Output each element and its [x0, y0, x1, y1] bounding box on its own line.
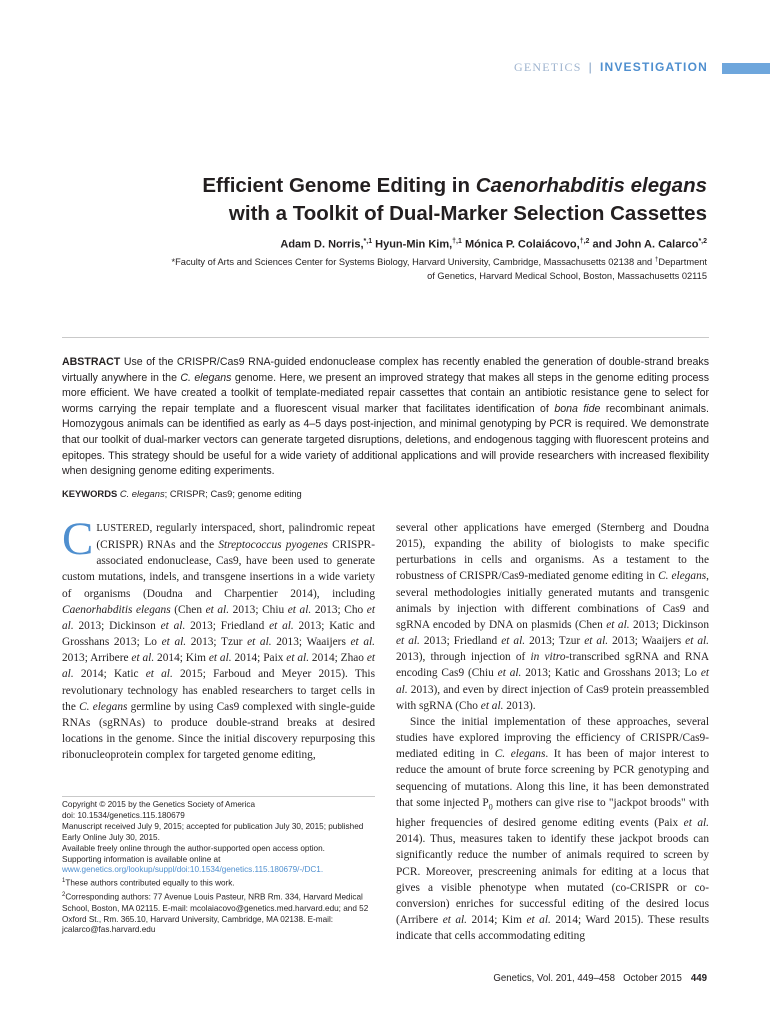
body-text: 2013; Waaijers — [271, 636, 351, 649]
open-access-note: Available freely online through the author-supported open access option. — [62, 843, 325, 853]
author-name: Hyun-Min Kim, — [375, 238, 453, 251]
et-al: et al. — [683, 817, 709, 830]
body-text: 2014; Kim — [154, 652, 209, 665]
footnote-mark: 2 — [62, 891, 66, 898]
author-name: Mónica P. Colaiácovo, — [464, 238, 580, 251]
keyword-italic: C. elegans — [117, 488, 165, 499]
abstract-label: ABSTRACT — [62, 356, 121, 368]
body-text: mothers can give rise to "jackpot broods" with higher frequencies of desired genome editing events (Paix — [396, 796, 709, 830]
body-paragraph — [62, 513, 376, 763]
body-text: 2013; Cho — [311, 603, 367, 616]
keywords-label: KEYWORDS — [62, 488, 118, 499]
author-name: and John A. Calarco — [592, 238, 699, 251]
abstract-text: genome. Here, we present an improved strategy that makes all steps in the genome editing process more efficient. We have created a toolkit of template-mediated repair cassettes that contain an antibiotic resistance gene to select for worms carrying the repair template and a fluorescent visual marker that facilitates identification of — [62, 371, 709, 415]
supporting-info-text: Supporting information is available online at — [62, 854, 221, 864]
body-column-right — [396, 520, 709, 944]
body-text: -transcribed sgRNA and RNA encoding Cas9 (Chiu — [396, 651, 710, 680]
et-al: et al. — [480, 699, 504, 712]
body-text: 2014; Zhao — [309, 652, 367, 665]
body-text: 2013; Katic and Grosshans 2013; Lo — [62, 619, 375, 649]
keywords-text: ; CRISPR; Cas9; genome editing — [164, 488, 302, 499]
drop-cap: C — [62, 513, 94, 565]
et-al: et al. — [286, 652, 310, 665]
et-al: et al. — [685, 635, 710, 648]
header-accent-bar — [722, 63, 770, 74]
title-text-line2: with a Toolkit of Dual-Marker Selection Cassettes — [228, 202, 707, 225]
et-al: et al. — [396, 667, 710, 696]
et-al: et al. — [247, 636, 272, 649]
body-text: 2014; Paix — [231, 652, 287, 665]
supporting-info — [62, 855, 375, 877]
body-text: 2013; Arribere — [62, 652, 132, 665]
header-separator: | — [588, 60, 593, 74]
et-al: et al. — [62, 603, 375, 632]
body-text: 2013; Tzur — [525, 635, 585, 648]
et-al: et al. — [526, 914, 551, 927]
et-al: et al. — [269, 619, 294, 632]
affiliation-text: Department — [658, 257, 707, 268]
et-al: et al. — [287, 603, 312, 616]
body-text: 2013; Waaijers — [608, 635, 686, 648]
footnotes — [62, 800, 375, 936]
body-text: 2014; Kim — [467, 914, 527, 927]
title-species: Caenorhabditis elegans — [475, 174, 707, 197]
body-italic: in vitro — [530, 651, 566, 664]
body-text: 2013), and even by direct injection of Cas9 protein preassembled with sgRNA (Cho — [396, 683, 709, 712]
body-italic: C. elegans — [79, 700, 128, 713]
body-paragraph — [396, 520, 709, 714]
footnote-divider — [62, 796, 375, 797]
body-text: CRISPR-associated endonuclease, Cas9, have been used to generate custom mutations, indels, and transgene insertions in a wide variety of organisms (Doudna and Charpentier 2014), including — [62, 539, 375, 600]
et-al: et al. — [396, 635, 420, 648]
footer-citation: Genetics, Vol. 201, 449–458 October 2015 — [493, 973, 682, 984]
doi-line: doi: 10.1534/genetics.115.180679 — [62, 810, 185, 820]
et-al: et al. — [442, 914, 468, 927]
abstract-text: Use of the CRISPR/Cas9 RNA-guided endonuclease complex has recently enabled the generation of double-strand breaks virtually anywhere in the — [62, 356, 709, 384]
small-caps-lead: LUSTERED — [96, 523, 150, 534]
affiliation-text: *Faculty of Arts and Sciences Center for Systems Biology, Harvard University, Cambridge, Massachusetts 02138 and — [171, 257, 655, 268]
et-al: et al. — [131, 652, 155, 665]
et-al: et al. — [497, 667, 522, 680]
body-column-left — [62, 513, 376, 763]
footnote-2 — [62, 890, 375, 936]
body-text: 2015; Farboud and Meyer 2015). This revolutionary technology has enabled researchers to target cells in the — [62, 668, 375, 713]
section-label: INVESTIGATION — [599, 60, 708, 74]
body-text: 2013; Dickinson — [629, 618, 709, 631]
body-text: 2013), through injection of — [396, 651, 531, 664]
author-name: Adam D. Norris, — [280, 238, 364, 251]
body-text: 2013; Friedland — [419, 635, 502, 648]
body-text: 2013; Tzur — [186, 636, 248, 649]
author-affil-mark: *,1 — [363, 238, 373, 245]
body-paragraph — [396, 714, 709, 944]
body-text: several other applications have emerged (Sternberg and Doudna 2015), expanding the ability of biologists to make specific perturbations in cells and organisms. As a testament to the robustness of CRISPR/Cas9-mediated genome editing in — [396, 522, 709, 583]
subscript: 0 — [488, 801, 493, 811]
et-al: et al. — [501, 635, 526, 648]
article-title — [107, 172, 707, 228]
et-al: et al. — [208, 652, 232, 665]
body-italic: C. elegans — [658, 570, 707, 583]
abstract-text: recombinant animals. Homozygous animals can be identified as early as 4–5 days post-injection, and minimal genotyping by PCR is required. We demonstrate that our toolkit of dual-marker vectors can generate targeted disruptions, deletions, and endogenous tagging with fluorescent proteins and epitopes. This strategy should be useful for a wide variety of additional applications and will provide researchers with increased flexibility when designing genome editing experiments. — [62, 402, 709, 478]
abstract-italic: C. elegans — [180, 371, 232, 384]
et-al: et al. — [205, 603, 230, 616]
body-text: germline by using Cas9 complexed with single-guide RNAs (sgRNAs) to produce double-strand breaks at desired locations in the genome. Since the initial discovery repurposing this ribonucleoprotein complex for targeted genome editing, — [62, 700, 376, 762]
et-al: et al. — [606, 618, 630, 631]
supporting-info-link[interactable]: www.genetics.org/lookup/suppl/doi:10.1534/genetics.115.180679/-/DC1. — [62, 865, 324, 875]
et-al: et al. — [161, 636, 187, 649]
abstract — [62, 355, 709, 480]
journal-header — [514, 60, 708, 75]
manuscript-dates: Manuscript received July 9, 2015; accepted for publication July 30, 2015; published Early Online July 30, 2015. — [62, 821, 364, 842]
body-text: 2013; Friedland — [185, 619, 270, 632]
body-text: (Chen — [170, 603, 206, 616]
affiliation-mark: † — [654, 256, 659, 263]
page-number: 449 — [690, 973, 707, 984]
footnote-1 — [62, 876, 375, 890]
abstract-divider — [62, 337, 709, 338]
copyright-line: Copyright © 2015 by the Genetics Society of America — [62, 800, 256, 809]
et-al: et al. — [350, 636, 375, 649]
body-text: , several methodologies initially generated mutants and transgenic animals by injection with different combinations of Cas9 and sgRNA encoded by DNA on plasmids (Chen — [396, 570, 710, 631]
body-italic: Streptococcus pyogenes — [218, 539, 328, 552]
body-text: Since the initial implementation of these approaches, several studies have explored improving the efficiency of CRISPR/Cas9-mediated editing in — [396, 715, 709, 761]
et-al: et al. — [145, 668, 173, 681]
body-text: 2013; Chiu — [229, 603, 288, 616]
author-affil-mark: †,1 — [452, 238, 462, 245]
affiliation-text-line2: of Genetics, Harvard Medical School, Boston, Massachusetts 02115 — [427, 270, 707, 281]
et-al: et al. — [584, 635, 609, 648]
title-text: Efficient Genome Editing in — [202, 174, 476, 197]
journal-name: GENETICS — [514, 60, 582, 74]
keywords — [62, 488, 709, 499]
body-italic: Caenorhabditis elegans — [62, 603, 171, 616]
footnote-text: Corresponding authors: 77 Avenue Louis Pasteur, NRB Rm. 334, Harvard Medical School, Boston, MA 02115. E-mail: mcolaiacovo@genetics.med.harvard.edu; and 52 Oxford St., Rm. 365.10, Harvard University, Cambridge, MA 02138. E-mail: jcalarco@fas.harvard.edu — [62, 892, 369, 935]
affiliations — [107, 253, 707, 283]
et-al: et al. — [62, 652, 376, 681]
body-text: . It has been of major interest to reduce the amount of brute force screening by PCR genotyping and sequencing of mutations. Along this line, it has been demonstrated that some injected P — [396, 748, 709, 809]
body-italic: C. elegans — [494, 748, 546, 761]
body-text: 2013). — [503, 699, 536, 712]
body-text: 2014; Ward 2015). These results indicate that cells accommodating editing — [396, 914, 709, 943]
et-al: et al. — [160, 619, 186, 632]
author-affil-mark: †,2 — [579, 238, 590, 245]
body-text: 2014; Katic — [73, 668, 146, 681]
page-footer — [493, 973, 707, 984]
author-list — [280, 238, 707, 251]
body-text: 2013; Katic and Grosshans 2013; Lo — [521, 667, 701, 680]
author-affil-mark: *,2 — [698, 238, 707, 245]
body-text: 2013; Dickinson — [73, 619, 161, 632]
body-text: 2014). Thus, measures taken to identify these jackpot broods can significantly reduce the number of animals required to screen by PCR. Moreover, prescreening animals for editing at a locus that gives a visible phenotype when mutated (co-CRISPR or co-conversion) enriches for successful editing of the desired locus (Arribere — [396, 833, 709, 927]
abstract-italic: bona fide — [554, 402, 601, 415]
body-text: , regularly interspaced, short, palindromic repeat (CRISPR) RNAs and the — [96, 522, 375, 552]
footnote-text: These authors contributed equally to this work. — [65, 879, 235, 889]
footnote-mark: 1 — [62, 878, 66, 885]
